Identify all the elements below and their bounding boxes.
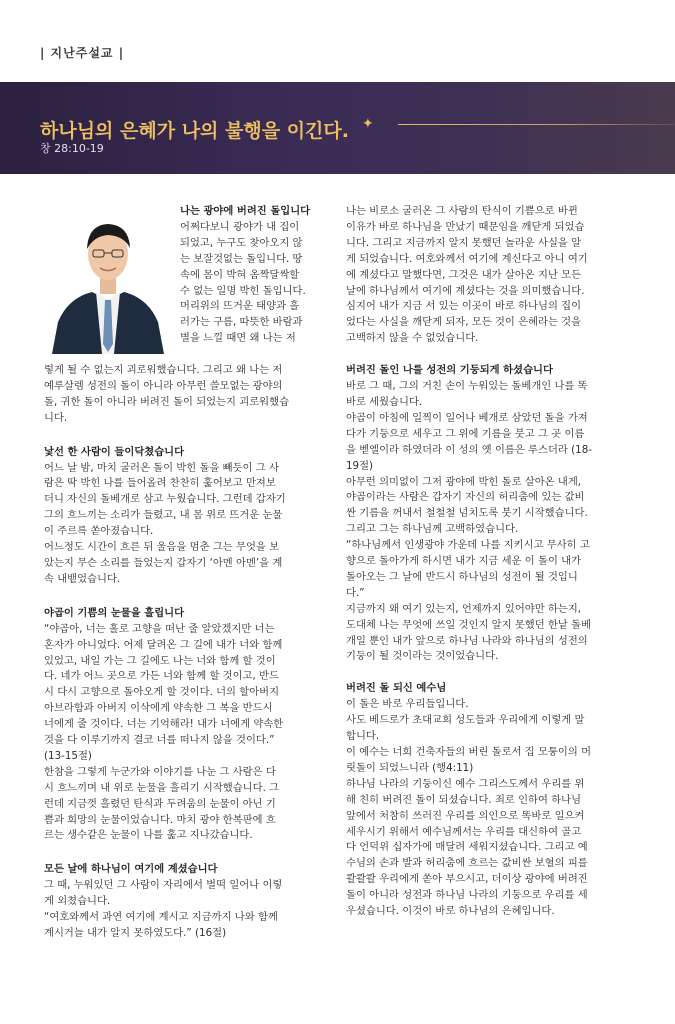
paragraph [346,745,636,777]
text-line: 다. 네가 어느 곳으로 가든 너와 함께 할 것이고, 반드 [44,670,279,683]
text-line: 는 보잘것없는 돌입니다. 땅 [180,252,303,265]
paragraph [346,697,636,713]
section-label: | 지난주설교 | [40,46,125,60]
text-line: 나는 비로소 굴러온 그 사람의 탄식이 기쁨으로 바뀐 [346,205,578,217]
text-line: 러가는 구름, 따뜻한 바람과 [180,316,303,329]
section-heading: 나는 광야에 버려진 돌입니다 [180,205,311,217]
text-line: 렇게 될 수 없는지 괴로워했습니다. 그리고 왜 나는 저 [44,364,283,376]
text-line: 돌아오는 그 날에 반드시 하나님의 성전이 될 것입니 [346,570,578,583]
pastor-photo [44,204,172,354]
paragraph [346,777,636,920]
paragraph [44,910,334,942]
text-line: 시 흐느끼며 내 위로 눈물을 흘리기 시작했습니다. 그 [44,781,280,794]
text-line: 합니다. [346,730,380,743]
text-line: 앞에서 처참히 쓰러진 우리를 의인으로 똑바로 일으켜 [346,809,585,822]
text-line: 아브라함과 아버지 이삭에게 약속한 그 복을 반드시 [44,702,273,715]
text-line: 해 친히 버려진 돌이 되셨습니다. 죄로 인하여 하나님 [346,793,582,806]
text-line: 지금까지 왜 여기 있는지, 언제까지 있어야만 하는지, [346,602,582,615]
text-line: 에 계셨다고 말했다면, 그것은 내가 살아온 지난 모든 [346,268,582,281]
text-line: 시 다시 고향으로 돌아오게 할 것이다. 너의 할아버지 [44,686,280,699]
text-line: 너에게 줄 것이다. 너는 기억해라! 내가 너에게 약속한 [44,718,284,731]
text-line: 어느정도 시간이 흐른 뒤 울음을 멈춘 그는 무엇을 보 [44,541,280,554]
text-line: 사도 베드로가 초대교회 성도들과 우리에게 이렇게 말 [346,714,585,727]
sparkle-icon: ✦ [362,116,374,132]
text-line: 속에 몸이 박혀 옴짝달싹할 [180,268,300,281]
paragraph [44,765,334,845]
text-line: 돌, 귀한 돌이 아니라 버려진 돌이 되었는지 괴로워했습 [44,395,290,408]
text-line: 기둥이 될 것이라는 것이었습니다. [346,650,499,663]
text-line: 다.” [346,586,365,599]
paragraph [346,538,636,602]
text-line: 고백하지 않을 수 없었습니다. [346,332,479,345]
text-line: 을 벧엘이라 하였더라 이 성의 옛 이름은 루스더라 (18- [346,443,592,456]
text-line: 었다는 사실을 깨닫게 되자, 모든 것이 은혜라는 것을 [346,316,582,329]
text-line: 니다. 그리고 지금까지 알지 못했던 놀라운 사실을 알 [346,236,582,249]
text-line: 우셨습니다. 이것이 바로 하나님의 은혜입니다. [346,905,555,918]
text-line: 르는 생수같은 눈물이 나를 훑고 지나갔습니다. [44,829,253,842]
text-line: 게 외쳤습니다. [44,895,111,908]
section-heading: 버려진 돌 되신 예수님 [346,682,447,695]
pastor-portrait-icon [44,204,172,354]
paragraph [346,475,636,539]
text-line: 니다. [44,411,68,424]
paragraph [346,411,636,475]
text-line: 이 예수는 너희 건축자들의 버린 돌로서 집 모퉁이의 머 [346,746,592,758]
text-line: 있었고, 내일 가는 그 길에도 나는 너와 함께 할 것이 [44,654,276,667]
text-line: 야곱이라는 사람은 갑자기 자신의 허리춤에 있는 값비 [346,491,585,504]
text-line: “하나님께서 인생광야 가운데 나를 지키시고 무사히 고 [346,539,590,552]
text-line: 심지어 내가 지금 서 있는 이곳이 바로 하나님의 집이 [346,300,582,313]
text-line: 이 주르륵 쏟아졌습니다. [44,525,154,538]
paragraph [44,363,334,427]
text-line: 계시거늘 내가 알지 못하였도다.” (16절) [44,927,227,939]
text-line: 개일 뿐인 내가 앞으로 하나님 나라와 하나님의 성전의 [346,634,588,647]
section-heading: 모든 날에 하나님이 여기에 계셨습니다 [44,863,218,876]
text-line: 바로 그 때, 그의 거친 손이 누워있는 돌베개인 나를 똑 [346,380,588,393]
text-line: 예루살렘 성전의 돌이 아니라 아무런 쓸모없는 광야의 [44,379,283,392]
text-line: 어쩌다보니 광야가 내 집이 [180,220,300,233]
text-line: 게 되었습니다. 여호와께서 여기에 계신다고 아니 여기 [346,252,588,265]
text-line: 19절) [346,459,374,472]
paragraph [346,379,636,411]
text-line: 향으로 돌아가게 하시면 내가 지금 세운 이 돌이 내가 [346,555,582,568]
text-line: 그의 흐느끼는 소리가 들렸고, 내 몸 위로 뜨거운 눈물 [44,509,283,522]
text-line: 다가 기둥으로 세우고 그 위에 기름을 붓고 그 곳 이름 [346,427,585,440]
paragraph [346,204,636,347]
text-line: 한참을 그렇게 누군가와 이야기를 나눈 그 사람은 다 [44,765,276,778]
text-line: 그 때, 누워있던 그 사람이 자리에서 벌떡 일어나 이렇 [44,879,283,892]
text-line: 별을 느낄 때면 왜 나는 저 [180,332,296,345]
text-line: 세우시기 위해서 예수님께서는 우리를 대신하여 골고 [346,825,582,838]
text-line: 하나님 나라의 기둥이신 예수 그리스도께서 우리를 위 [346,777,585,790]
text-line: 날에 하나님께서 여기에 계셨다는 것을 의미했습니다. [346,284,585,297]
paragraph [44,622,334,765]
text-line: 람은 딱 박힌 나를 들어올려 찬찬히 훑어보고 만져보 [44,477,276,490]
paragraph [44,461,334,541]
text-line: 싼 기름을 꺼내서 철철철 넘치도록 붓기 시작했습니다. [346,507,588,520]
section-heading: 낯선 한 사람이 들이닥쳤습니다 [44,445,185,458]
paragraph [180,220,332,347]
text-line: 돌이 아니라 성전과 하나님 나라의 기둥으로 우리를 세 [346,889,588,902]
text-line: 속 내뱉었습니다. [44,572,121,585]
text-line: 다 언덕위 십자가에 매달려 세워지셨습니다. 그리고 예 [346,841,588,854]
text-line: 더니 자신의 돌베개로 삼고 누웠습니다. 그런데 갑자기 [44,493,286,506]
text-line: 어느 날 밤, 마치 굴러온 돌이 박힌 돌을 빼듯이 그 사 [44,461,279,474]
paragraph [44,540,334,588]
scripture-reference: 창 28:10-19 [40,142,104,155]
paragraph [346,602,636,666]
paragraph [346,713,636,745]
text-line: 바로 세웠습니다. [346,395,423,408]
paragraph [44,878,334,910]
text-line: 아무런 의미없이 그저 광야에 박힌 돌로 살아온 내게, [346,475,582,488]
text-line: 그리고 그는 하나님께 고백하였습니다. [346,523,519,536]
text-line: 수님의 손과 발과 허리춤에 흐르는 값비싼 보혈의 피를 [346,857,588,870]
text-line: 쁨과 희망의 눈물이었습니다. 마치 광야 한복판에 흐 [44,813,276,826]
text-line: 되었고, 누구도 찾아오지 않 [180,236,303,249]
text-line: 이 돌은 바로 우리들입니다. [346,698,469,711]
text-line: 야곱이 아침에 일찍이 일어나 베개로 삼았던 돌을 가져 [346,411,588,424]
text-line: 도대체 나는 무엇에 쓰일 것인지 알지 못했던 한낱 돌베 [346,618,592,631]
title-divider [398,124,675,125]
section-heading: 버려진 돌인 나를 성전의 기둥되게 하셨습니다 [346,364,553,377]
text-line: 머리위의 뜨거운 태양과 흘 [180,300,300,313]
sermon-title: 하나님의 은혜가 나의 불행을 이긴다. [40,120,349,142]
text-line: 콸콸콸 우리에게 쏟아 부으시고, 더이상 광야에 버려진 [346,873,588,886]
text-line: 수 없는 일명 박힌 돌입니다. [180,284,306,297]
text-line: 이유가 바로 하나님을 만났기 때문임을 깨닫게 되었습 [346,220,585,233]
text-line: 릿돌이 되었느니라 (행4:11) [346,761,474,774]
text-line: 았는지 무슨 소리를 들었는지 갑자기 ‘아멘 아멘’을 계 [44,556,283,569]
text-line: 런데 지금껏 흘렸던 탄식과 두려움의 눈물이 아닌 기 [44,797,276,810]
text-line: 혼자가 아니었다. 어제 달려온 그 길에 내가 너와 함께 [44,638,283,651]
section-heading: 야곱이 기쁨의 눈물을 흘립니다 [44,606,185,619]
text-line: 것을 다 이루기까지 결코 너를 떠나지 않을 것이다.” [44,734,275,747]
text-line: “여호와께서 과연 여기에 계시고 지금까지 나와 함께 [44,911,278,924]
text-line: (13-15절) [44,749,92,762]
text-line: “야곱아, 너는 홀로 고향을 떠난 줄 알았겠지만 너는 [44,622,275,635]
